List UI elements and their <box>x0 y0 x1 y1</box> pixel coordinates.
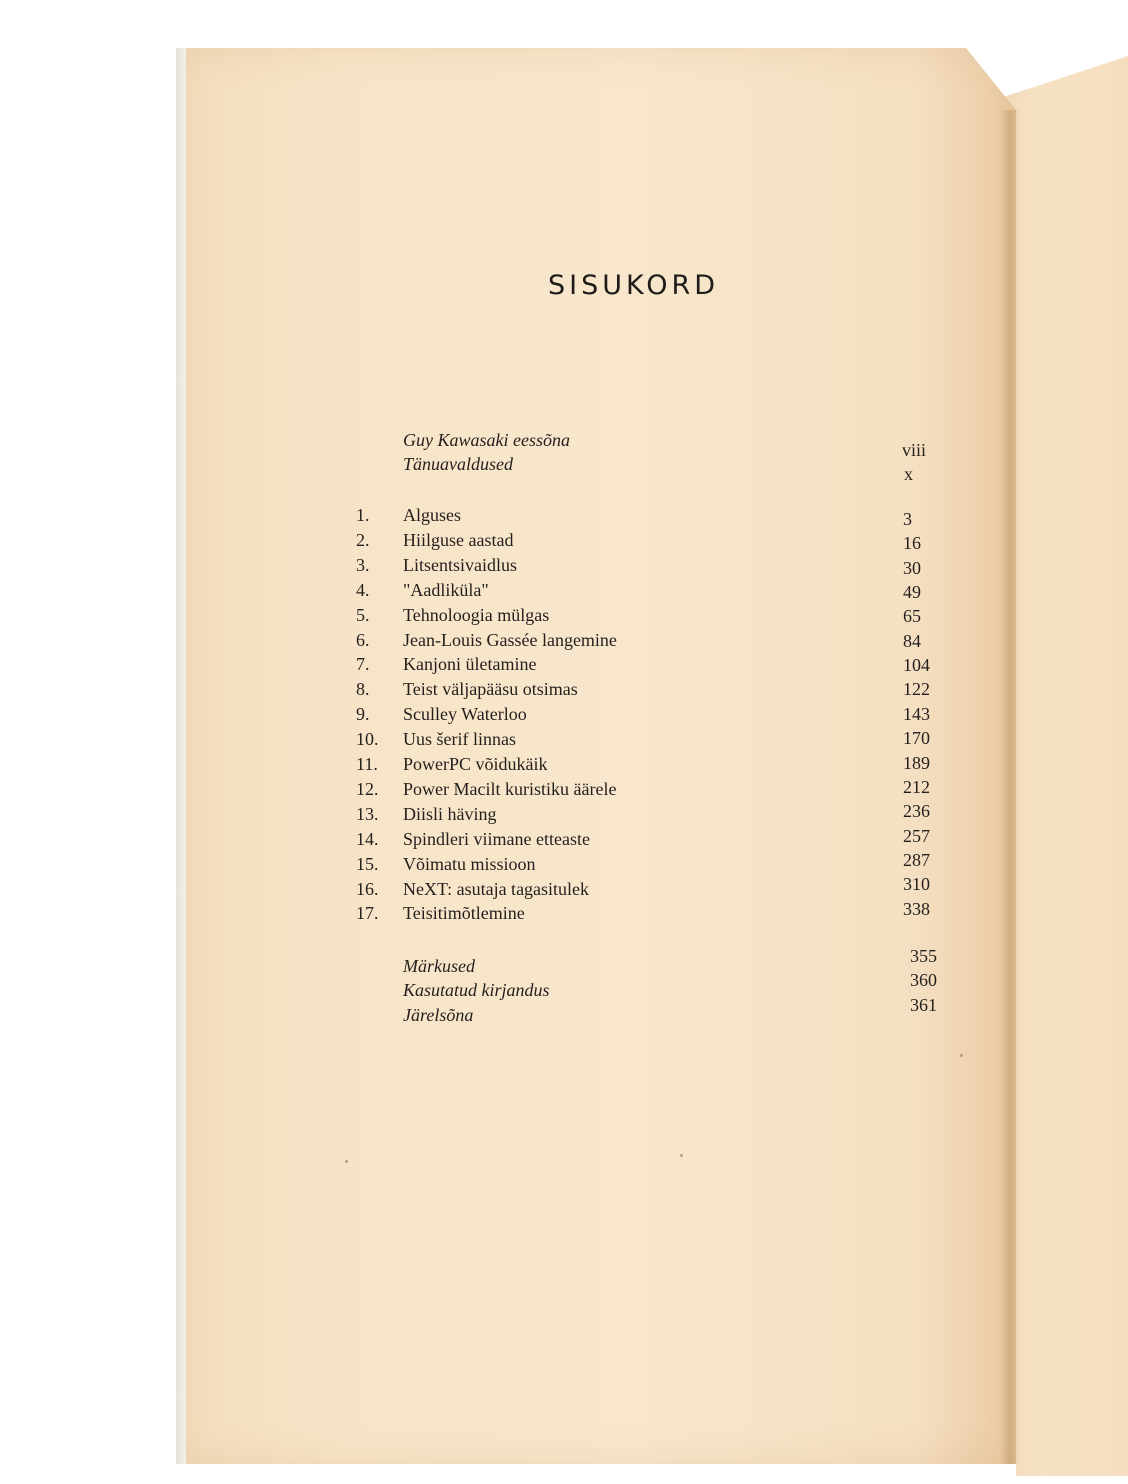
entry-title: Märkused <box>403 956 475 976</box>
entry-title: Diisli häving <box>403 803 497 824</box>
entry-title: Sculley Waterloo <box>403 704 527 725</box>
page-number: 84 <box>903 630 921 651</box>
entry-title: "Aadliküla" <box>403 579 489 600</box>
entry-title: Kanjoni ületamine <box>403 654 537 675</box>
chapters-row <box>0 702 1128 726</box>
entry-title: Teisitimõtlemine <box>403 903 525 924</box>
entry-title: Spindleri viimane etteaste <box>403 828 590 849</box>
page-number: 16 <box>903 533 921 554</box>
chapter-number: 10. <box>356 729 379 750</box>
chapter-number: 12. <box>356 778 379 799</box>
entry-title: NeXT: asutaja tagasitulek <box>403 878 590 899</box>
chapter-number: 11. <box>356 754 378 774</box>
chapters-row <box>0 553 1128 577</box>
page-number: 49 <box>903 582 921 603</box>
chapter-number: 5. <box>356 604 370 625</box>
page-number: viii <box>902 440 927 460</box>
chapter-number: 9. <box>356 704 370 725</box>
chapters-row <box>0 874 1128 901</box>
back_matter-row <box>0 946 1128 978</box>
entry-title: Hiilguse aastad <box>403 529 514 550</box>
page-number: 189 <box>903 752 930 773</box>
entry-title: Power Macilt kuristiku äärele <box>403 778 617 799</box>
page-number: 65 <box>903 606 921 627</box>
chapters-row <box>0 802 1128 826</box>
entry-title: Jean-Louis Gassée langemine <box>403 629 617 650</box>
chapter-number: 16. <box>356 878 379 899</box>
entry-title: Kasutatud kirjandus <box>403 980 550 1000</box>
chapter-number: 17. <box>356 903 379 924</box>
back_matter-row <box>0 970 1128 1002</box>
page-number: 361 <box>910 995 937 1015</box>
page-number: 143 <box>903 703 930 724</box>
page-number: 236 <box>903 801 930 822</box>
chapters-row <box>0 827 1128 851</box>
entry-title: Tänuavaldused <box>403 454 513 474</box>
entry-title: Litsentsivaidlus <box>403 554 517 575</box>
chapters-row <box>0 628 1128 652</box>
page-number: 287 <box>903 849 930 870</box>
paper-speck <box>680 1154 683 1157</box>
page-number: 212 <box>903 776 930 797</box>
entry-title: Võimatu missioon <box>403 853 536 874</box>
page-number: 257 <box>903 825 930 846</box>
chapters-row <box>0 677 1128 701</box>
chapter-number: 1. <box>356 505 370 525</box>
entry-title: Teist väljapääsu otsimas <box>403 679 578 700</box>
page-number: 170 <box>903 728 930 749</box>
chapter-number: 8. <box>356 679 370 700</box>
chapter-number: 2. <box>356 529 370 550</box>
page-title: SISUKORD <box>548 270 720 301</box>
chapter-number: 4. <box>356 579 370 600</box>
page-number: 310 <box>903 874 930 895</box>
page-number: 30 <box>903 557 921 578</box>
paper-speck <box>345 1160 348 1163</box>
entry-title: Uus šerif linnas <box>403 729 516 750</box>
chapter-number: 6. <box>356 629 370 650</box>
entry-title: Järelsõna <box>403 1005 474 1025</box>
chapters-row <box>0 727 1128 751</box>
page-number: 360 <box>910 970 937 990</box>
chapter-number: 13. <box>356 803 379 824</box>
chapters-row <box>0 849 1128 876</box>
chapter-number: 3. <box>356 554 370 575</box>
page-number: 338 <box>903 898 930 919</box>
back_matter-row <box>0 995 1128 1027</box>
chapters-row <box>0 752 1128 776</box>
page-number: 122 <box>903 679 930 700</box>
entry-title: Guy Kawasaki eessõna <box>403 430 570 450</box>
entry-title: Tehnoloogia mülgas <box>403 604 550 625</box>
entry-title: Alguses <box>403 505 461 525</box>
chapter-number: 14. <box>356 828 379 849</box>
paper-speck <box>960 1054 963 1057</box>
front_matter-row <box>0 452 1128 484</box>
front_matter-row <box>0 428 1128 460</box>
chapters-row <box>0 578 1128 602</box>
page-number: 3 <box>903 509 912 529</box>
chapters-row <box>0 503 1128 527</box>
chapters-row <box>0 898 1128 925</box>
chapters-row <box>0 528 1128 552</box>
entry-title: PowerPC võidukäik <box>403 754 548 774</box>
page-number: x <box>904 464 913 484</box>
page-number: 355 <box>910 946 937 966</box>
chapters-row <box>0 603 1128 627</box>
chapter-number: 7. <box>356 654 370 675</box>
chapters-row <box>0 652 1128 676</box>
chapter-number: 15. <box>356 853 379 874</box>
chapters-row <box>0 777 1128 801</box>
page-number: 104 <box>903 655 930 676</box>
